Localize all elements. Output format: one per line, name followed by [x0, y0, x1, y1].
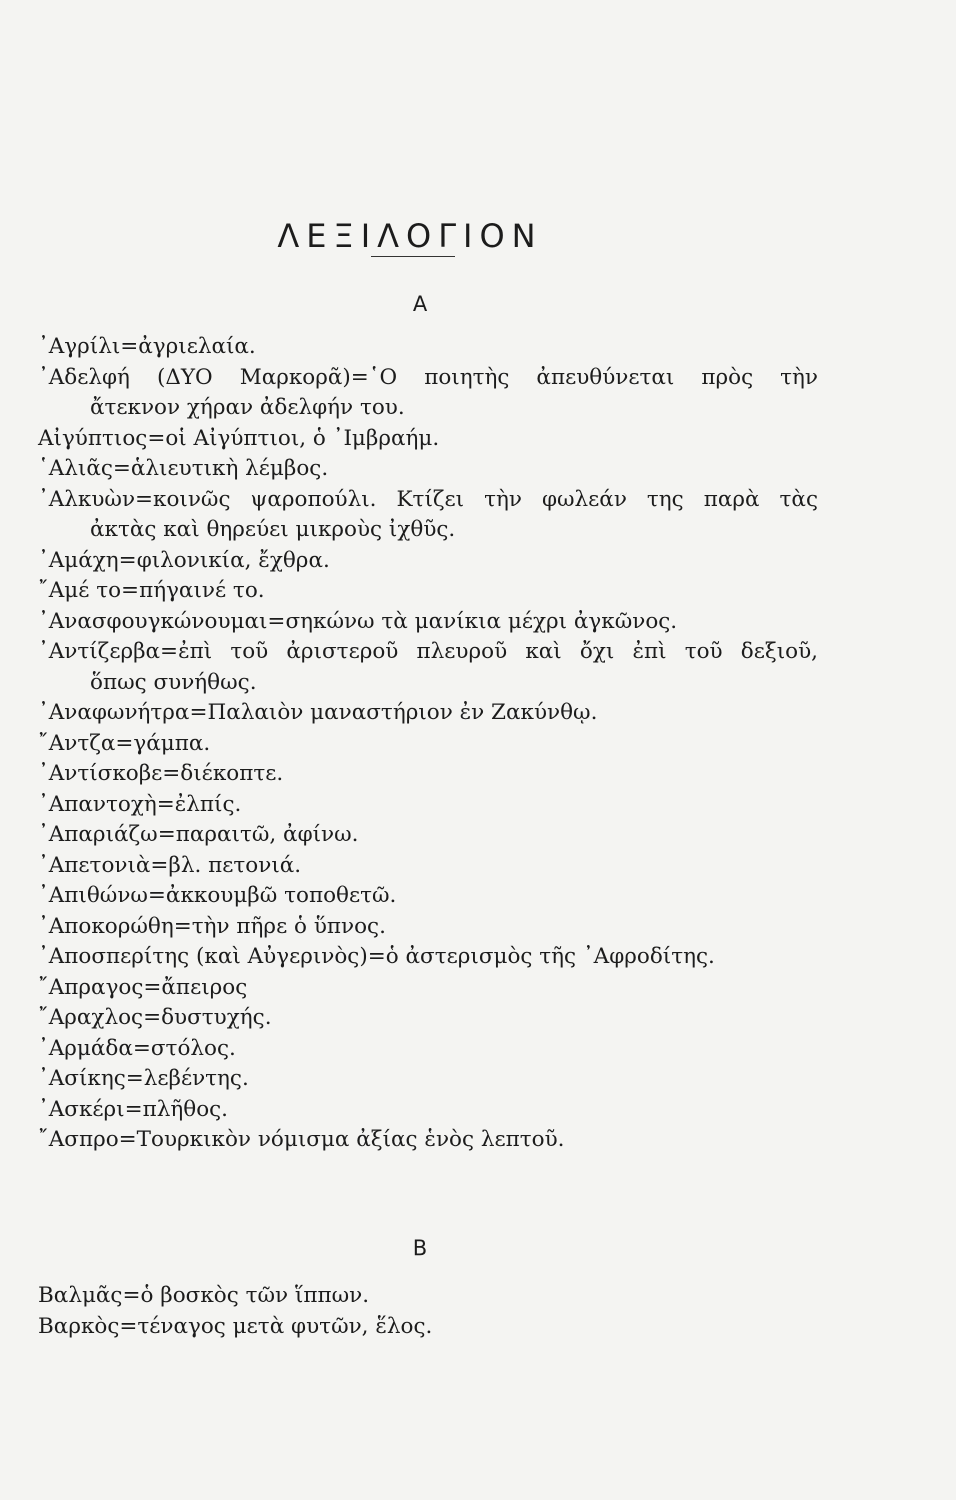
glossary-entry [38, 546, 818, 577]
entry-text: ῎Αντζα=γάμπα. [38, 730, 211, 756]
entry-text: ῾Αλιᾶς=ἁλιευτικὴ λέμβος. [38, 456, 329, 481]
entry-text: ᾿Ασκέρι=πλῆθος. [38, 1096, 229, 1122]
glossary-entry [38, 912, 818, 943]
entry-text: ᾿Αδελφή (ΔΥΟ Μαρκορᾶ)=῾Ο ποιητὴς ἀπευθύνεται πρὸς τὴν [38, 364, 818, 390]
entry-text: ᾿Αμάχη=φιλονικία, ἔχθρα. [38, 547, 330, 573]
section-letter-beta: Β [412, 1236, 428, 1260]
title-underline [371, 256, 455, 257]
entry-text: ᾿Ασίκης=λεβέντης. [38, 1066, 249, 1091]
entry-text: ῎Ασπρο=Τουρκικὸν νόμισμα ἀξίας ἑνὸς λεπτοῦ. [38, 1127, 565, 1152]
entry-continuation: ἀκτὰς καὶ θηρεύει μικροὺς ἰχθῦς. [90, 517, 456, 542]
glossary-list-beta [38, 1281, 818, 1342]
entry-text: ᾿Ανασφουγκώνουμαι=σηκώνω τὰ μανίκια μέχρι ἀγκῶνος. [38, 608, 678, 634]
entry-text: ᾿Αποσπερίτης (καὶ Αὐγερινὸς)=ὁ ἀστερισμὸς τῆς ᾿Αφροδίτης. [38, 944, 715, 969]
entry-text: ᾿Αναφωνήτρα=Παλαιὸν μαναστήριον ἐν Ζακύνθῳ. [38, 700, 598, 725]
glossary-entry [38, 363, 818, 424]
entry-text: ῎Αμέ το=πήγαινέ το. [38, 578, 265, 603]
glossary-entry [38, 424, 818, 455]
entry-text: Βαλμᾶς=ὁ βοσκὸς τῶν ἵππων. [38, 1283, 370, 1308]
entry-continuation: ἄτεκνον χήραν ἀδελφήν του. [90, 395, 405, 420]
entry-text: ᾿Απετονιὰ=βλ. πετονιά. [38, 852, 302, 878]
entry-text: ῎Απραγος=ἄπειρος [38, 974, 248, 1000]
entry-text: ᾿Απαριάζω=παραιτῶ, ἀφίνω. [38, 822, 359, 847]
glossary-entry [38, 332, 818, 363]
entry-continuation: ὅπως συνήθως. [90, 669, 257, 695]
glossary-entry [38, 454, 818, 485]
entry-text: ᾿Αντίσκοβε=διέκοπτε. [38, 761, 284, 786]
glossary-entry [38, 1003, 818, 1034]
entry-text: Αἰγύπτιος=οἱ Αἰγύπτιοι, ὁ ᾿Ιμβραήμ. [38, 425, 440, 451]
entry-text: ᾿Απιθώνω=ἀκκουμβῶ τοποθετῶ. [38, 883, 397, 908]
entry-text: ᾿Αποκορώθη=τὴν πῆρε ὁ ὕπνος. [38, 913, 386, 939]
entry-text: ᾿Αλκυὼν=κοινῶς ψαροπούλι. Κτίζει τὴν φωλεάν της παρὰ τὰς [38, 486, 818, 512]
glossary-entry [38, 1064, 818, 1095]
entry-text: Βαρκὸς=τέναγος μετὰ φυτῶν, ἕλος. [38, 1313, 433, 1339]
glossary-entry [38, 790, 818, 821]
entry-text: ᾿Αντίζερβα=ἐπὶ τοῦ ἀριστεροῦ πλευροῦ καὶ ὄχι ἐπὶ τοῦ δεξιοῦ, [38, 639, 818, 664]
glossary-entry [38, 759, 818, 790]
glossary-entry [38, 485, 818, 546]
glossary-entry [38, 1095, 818, 1126]
glossary-entry [38, 1034, 818, 1065]
entry-text: ῎Αραχλος=δυστυχής. [38, 1005, 272, 1030]
glossary-entry [38, 607, 818, 638]
glossary-entry [38, 1125, 818, 1156]
glossary-entry [38, 820, 818, 851]
glossary-entry [38, 973, 818, 1004]
glossary-entry [38, 698, 818, 729]
glossary-entry [38, 637, 818, 698]
entry-text: ᾿Αγρίλι=ἀγριελαία. [38, 334, 256, 359]
glossary-entry [38, 942, 818, 973]
glossary-entry [38, 576, 818, 607]
glossary-entry [38, 729, 818, 760]
glossary-entry [38, 851, 818, 882]
section-letter-alpha: Α [412, 292, 428, 316]
entry-text: ᾿Απαντοχὴ=ἐλπίς. [38, 791, 242, 817]
glossary-entry [38, 1312, 818, 1343]
glossary-entry [38, 881, 818, 912]
glossary-list-alpha [38, 332, 818, 1156]
glossary-entry [38, 1281, 818, 1312]
entry-text: ᾿Αρμάδα=στόλος. [38, 1035, 236, 1061]
page-title: ΛΕΞΙΛΟΓΙΟΝ [277, 217, 543, 256]
